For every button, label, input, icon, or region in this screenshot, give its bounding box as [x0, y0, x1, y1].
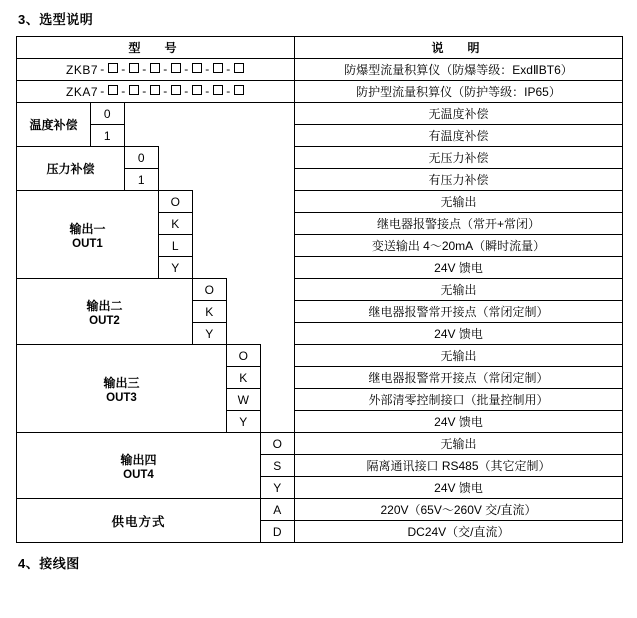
- table-header-row: [17, 37, 623, 59]
- option-code: Y: [193, 323, 227, 345]
- spacer: [261, 213, 295, 235]
- spacer: [261, 367, 295, 389]
- option-code: O: [159, 191, 193, 213]
- option-desc: 220V（65V～260V 交/直流）: [295, 499, 623, 521]
- option-code: S: [261, 455, 295, 477]
- group-label-out1-text: 输出一: [69, 221, 106, 236]
- spacer: [261, 147, 295, 169]
- spacer: [261, 323, 295, 345]
- spacer: [261, 235, 295, 257]
- model-box: [192, 85, 202, 95]
- option-code: 0: [125, 147, 159, 169]
- option-desc: 隔离通讯接口 RS485（其它定制）: [295, 455, 623, 477]
- table-row: [17, 103, 623, 125]
- option-desc: 继电器报警常开接点（常闭定制）: [295, 301, 623, 323]
- option-code: K: [159, 213, 193, 235]
- table-row: [17, 147, 623, 169]
- model-box: [150, 63, 160, 73]
- table-row: [17, 499, 623, 521]
- model-box: [129, 85, 139, 95]
- header-model: 型 号: [17, 37, 295, 59]
- spacer: [261, 191, 295, 213]
- spacer: [261, 301, 295, 323]
- group-label-power-supply-text: 供电方式: [111, 514, 166, 529]
- option-code: L: [159, 235, 193, 257]
- spacer: [261, 411, 295, 433]
- spacer: [193, 257, 227, 279]
- group-label-out4-sub: OUT4: [123, 468, 154, 481]
- spacer: [227, 147, 261, 169]
- model-box: [192, 63, 202, 73]
- spacer: [227, 257, 261, 279]
- option-desc: 继电器报警接点（常开+常闭）: [295, 213, 623, 235]
- spacer: [193, 147, 227, 169]
- model-prefix: ZKA7: [66, 85, 99, 99]
- option-code: A: [261, 499, 295, 521]
- spacer: [159, 103, 193, 125]
- spacer: [261, 125, 295, 147]
- header-desc: 说 明: [295, 37, 623, 59]
- option-desc: 24V 馈电: [295, 257, 623, 279]
- option-desc: 无输出: [295, 279, 623, 301]
- spacer: [193, 235, 227, 257]
- option-desc: 无压力补偿: [295, 147, 623, 169]
- model-code-zka7: ZKA7 - - - - - - -: [17, 81, 295, 103]
- option-code: K: [227, 367, 261, 389]
- section-heading-selection: 3、选型说明: [18, 12, 94, 27]
- spacer: [125, 125, 159, 147]
- table-row: [17, 433, 623, 455]
- spacer: [261, 257, 295, 279]
- option-code: Y: [227, 411, 261, 433]
- group-label-out3-text: 输出三: [103, 375, 140, 390]
- option-desc: 继电器报警常开接点（常闭定制）: [295, 367, 623, 389]
- model-box: [213, 85, 223, 95]
- table-row: [17, 279, 623, 301]
- spacer: [227, 103, 261, 125]
- spacer: [261, 279, 295, 301]
- group-label-temp-comp: 温度补偿: [17, 103, 91, 147]
- group-label-out4-text: 输出四: [120, 452, 157, 467]
- model-desc-zka7: 防护型流量积算仪（防护等级：IP65）: [295, 81, 623, 103]
- document-page: [0, 9, 637, 618]
- spacer: [227, 169, 261, 191]
- model-box: [171, 63, 181, 73]
- option-desc: 无温度补偿: [295, 103, 623, 125]
- spacer: [193, 103, 227, 125]
- spacer: [125, 103, 159, 125]
- option-code: Y: [261, 477, 295, 499]
- model-prefix: ZKB7: [66, 63, 99, 77]
- option-code: 1: [91, 125, 125, 147]
- option-code: 0: [91, 103, 125, 125]
- option-desc: 有压力补偿: [295, 169, 623, 191]
- option-code: O: [261, 433, 295, 455]
- spacer: [193, 169, 227, 191]
- table-row: [17, 345, 623, 367]
- spacer: [159, 125, 193, 147]
- option-desc: 无输出: [295, 191, 623, 213]
- option-desc: DC24V（交/直流）: [295, 521, 623, 543]
- group-label-power-supply: [17, 499, 261, 543]
- model-box: [213, 63, 223, 73]
- table-row: [17, 125, 623, 147]
- group-label-out2-text: 输出二: [86, 298, 123, 313]
- model-box: [108, 63, 118, 73]
- spacer: [261, 389, 295, 411]
- model-box: [234, 85, 244, 95]
- group-label-out1-sub: OUT1: [72, 237, 103, 250]
- group-label-out2-sub: OUT2: [89, 314, 120, 327]
- spacer: [193, 213, 227, 235]
- model-box: [129, 63, 139, 73]
- option-desc: 变送输出 4～20mA（瞬时流量）: [295, 235, 623, 257]
- spacer: [227, 301, 261, 323]
- option-desc: 无输出: [295, 345, 623, 367]
- spacer: [261, 103, 295, 125]
- group-label-out1: [17, 191, 159, 279]
- spacer: [227, 323, 261, 345]
- option-code: K: [193, 301, 227, 323]
- model-desc-zkb7: 防爆型流量积算仪（防爆等级：ExdⅡBT6）: [295, 59, 623, 81]
- group-label-out3: [17, 345, 227, 433]
- spacer: [227, 125, 261, 147]
- group-label-out4: [17, 433, 261, 499]
- option-code: 1: [125, 169, 159, 191]
- spacer: [227, 191, 261, 213]
- section-heading-wiring: 4、接线图: [18, 556, 80, 571]
- option-desc: 24V 馈电: [295, 323, 623, 345]
- spacer: [261, 345, 295, 367]
- option-desc: 有温度补偿: [295, 125, 623, 147]
- table-row: [17, 59, 623, 81]
- group-label-press-comp: 压力补偿: [17, 147, 125, 191]
- model-box: [150, 85, 160, 95]
- option-code: O: [193, 279, 227, 301]
- option-desc: 24V 馈电: [295, 477, 623, 499]
- model-box: [108, 85, 118, 95]
- spacer: [227, 279, 261, 301]
- selection-spec-table: [16, 36, 623, 543]
- model-box: [234, 63, 244, 73]
- group-label-out2: [17, 279, 193, 345]
- model-box: [171, 85, 181, 95]
- option-desc: 外部清零控制接口（批量控制用）: [295, 389, 623, 411]
- option-desc: 无输出: [295, 433, 623, 455]
- option-code: Y: [159, 257, 193, 279]
- option-desc: 24V 馈电: [295, 411, 623, 433]
- table-row: [17, 81, 623, 103]
- spacer: [159, 169, 193, 191]
- option-code: O: [227, 345, 261, 367]
- table-row: [17, 191, 623, 213]
- option-code: D: [261, 521, 295, 543]
- group-label-out3-sub: OUT3: [106, 391, 137, 404]
- spacer: [193, 125, 227, 147]
- option-code: W: [227, 389, 261, 411]
- spacer: [227, 235, 261, 257]
- spacer: [261, 169, 295, 191]
- spacer: [227, 213, 261, 235]
- spacer: [193, 191, 227, 213]
- spacer: [159, 147, 193, 169]
- model-code-zkb7: ZKB7 - - - - - - -: [17, 59, 295, 81]
